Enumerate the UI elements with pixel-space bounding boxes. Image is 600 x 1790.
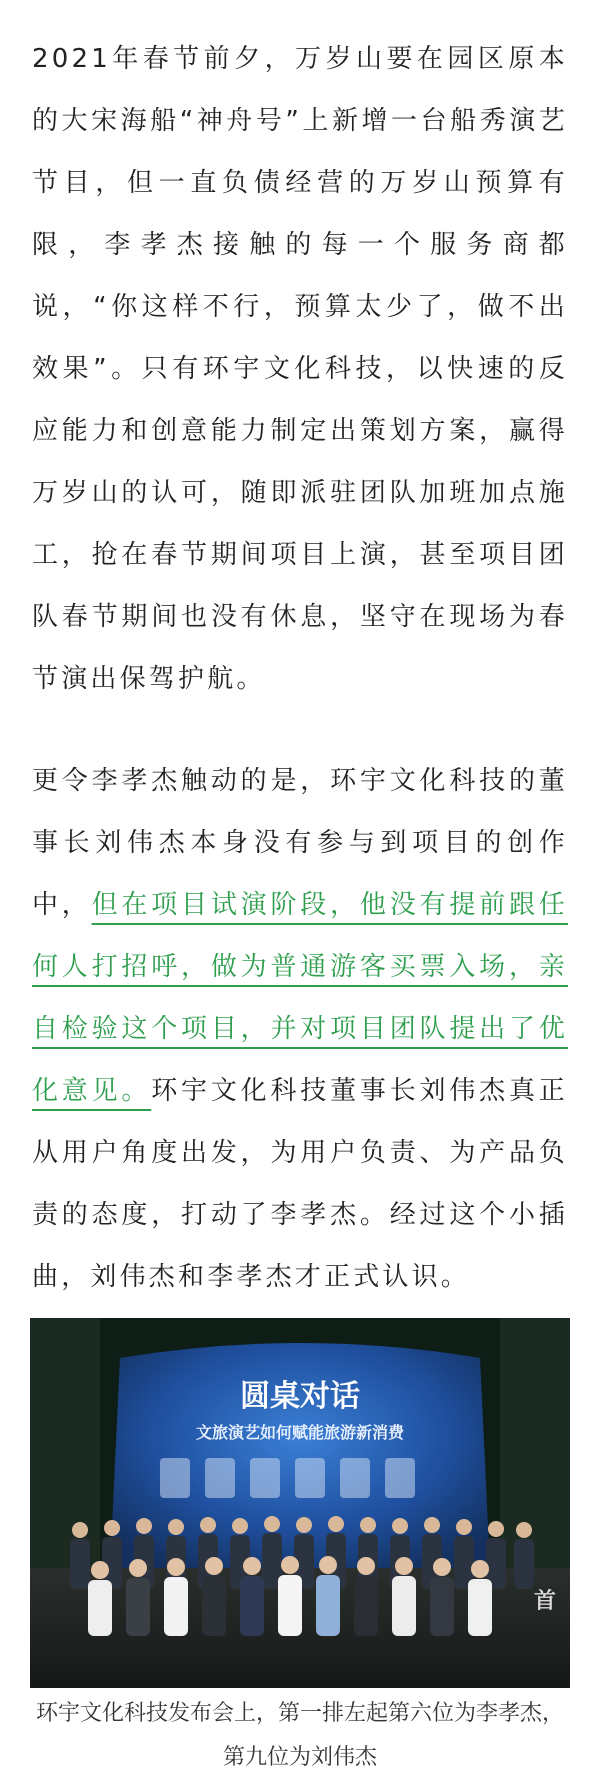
photo-caption: 环宇文化科技发布会上，第一排左起第六位为李孝杰，第九位为刘伟杰 [35,1701,564,1770]
screen-title: 圆桌对话 [240,1379,360,1414]
paragraph-2-text-before: 更令李孝杰触动的是，环宇文化科技的董事长刘伟杰本身没有参与到项目的创作中， [32,766,568,920]
highlighted-text: 但在项目试演阶段，他没有提前跟任何人打招呼，做为普通游客买票入场，亲自检验这个项目，并对项目团队提出了优化意见。 [32,890,568,1106]
event-photo-illustration [30,1318,570,1688]
side-board-text: 首 [533,1589,557,1614]
event-photo [30,1318,570,1688]
paragraph-1: 2021年春节前夕，万岁山要在园区原本的大宋海船“神舟号”上新增一台船秀演艺节目，但一直负债经营的万岁山预算有限，李孝杰接触的每一个服务商都说，“你这样不行，预算太少了，做不出效果”。只有环宇文化科技，以快速的反应能力和创意能力制定出策划方案，赢得万岁山的认可，随即派驻团队加班加点施工，抢在春节期间项目上演，甚至项目团队春节期间也没有休息，坚守在现场为春节演出保驾护航。 [32,44,568,694]
paragraph-2 [32,750,568,1308]
article-body [32,0,568,1308]
screen-subtitle: 文旅演艺如何赋能旅游新消费 [195,1423,405,1442]
paragraph-2-text-after: 环宇文化科技董事长刘伟杰真正从用户角度出发，为用户负责、为产品负责的态度，打动了李孝杰。经过这个小插曲，刘伟杰和李孝杰才正式认识。 [32,1076,568,1292]
